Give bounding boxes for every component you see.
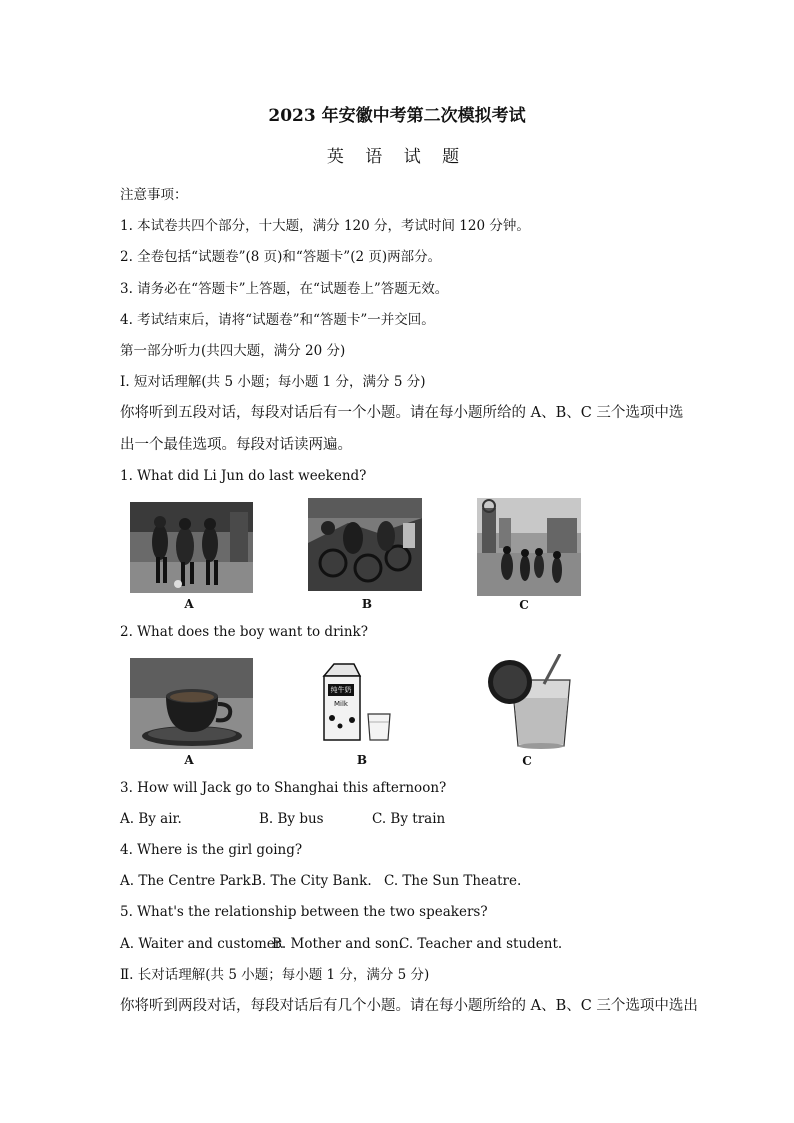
option-label-b: B (356, 753, 368, 767)
option-a: A. The Centre Park. (120, 873, 255, 889)
option-b: B. Mother and son. (272, 936, 404, 952)
note-item: 1. 本试卷共四个部分，十大题，满分 120 分，考试时间 120 分钟。 (120, 218, 530, 234)
soccer-players-photo (130, 502, 253, 593)
coffee-cup-photo (130, 658, 253, 749)
exam-title: 2023 年安徽中考第二次模拟考试 (268, 106, 526, 126)
option-label-c: C (519, 598, 529, 612)
option-b: B. The City Bank. (252, 873, 372, 889)
question-4: 4. Where is the girl going? (120, 842, 303, 858)
section1-heading: I. 短对话理解(共 5 小题；每小题 1 分，满分 5 分) (120, 374, 426, 390)
section1-instruction: 出一个最佳选项。每段对话读两遍。 (120, 437, 352, 453)
part1-heading: 第一部分听力(共四大题，满分 20 分) (120, 343, 346, 359)
question-3: 3. How will Jack go to Shanghai this afternoon? (120, 780, 447, 796)
people-biking-photo (308, 498, 422, 591)
section2-heading: Ⅱ. 长对话理解(共 5 小题；每小题 1 分，满分 5 分) (120, 967, 430, 983)
question-1: 1. What did Li Jun do last weekend? (120, 468, 367, 484)
section1-instruction: 你将听到五段对话，每段对话后有一个小题。请在每小题所给的 A、B、C 三个选项中选 (120, 405, 684, 421)
question-2: 2. What does the boy want to drink? (120, 624, 368, 640)
option-label-c: C (522, 754, 532, 768)
note-item: 4. 考试结束后，请将“试题卷”和“答题卡”一并交回。 (120, 312, 435, 328)
option-a: A. Waiter and customer. (120, 936, 285, 952)
note-item: 3. 请务必在“答题卡”上答题，在“试题卷上”答题无效。 (120, 281, 449, 297)
option-a: A. By air. (120, 811, 182, 827)
option-label-a: A (184, 597, 194, 611)
option-label-b: B (361, 597, 373, 611)
notes-heading: 注意事项： (120, 187, 188, 203)
carton-label-en: Milk (334, 700, 348, 708)
option-c: C. Teacher and student. (399, 936, 563, 952)
option-c: C. The Sun Theatre. (384, 873, 522, 889)
exam-subtitle: 英 语 试 题 (326, 147, 468, 167)
option-label-a: A (184, 753, 194, 767)
note-item: 2. 全卷包括“试题卷”(8 页)和“答题卡”(2 页)两部分。 (120, 249, 442, 265)
carton-label: 纯牛奶 (330, 686, 352, 694)
option-b: B. By bus (259, 811, 324, 827)
people-in-square-photo (477, 498, 581, 596)
option-c: C. By train (372, 811, 446, 827)
question-5: 5. What's the relationship between the two speakers? (120, 904, 488, 920)
milk-carton-and-glass (318, 662, 394, 742)
section2-instruction: 你将听到两段对话，每段对话后有几个小题。请在每小题所给的 A、B、C 三个选项中选出 (120, 998, 698, 1014)
juice-glass-drawing (482, 654, 574, 750)
